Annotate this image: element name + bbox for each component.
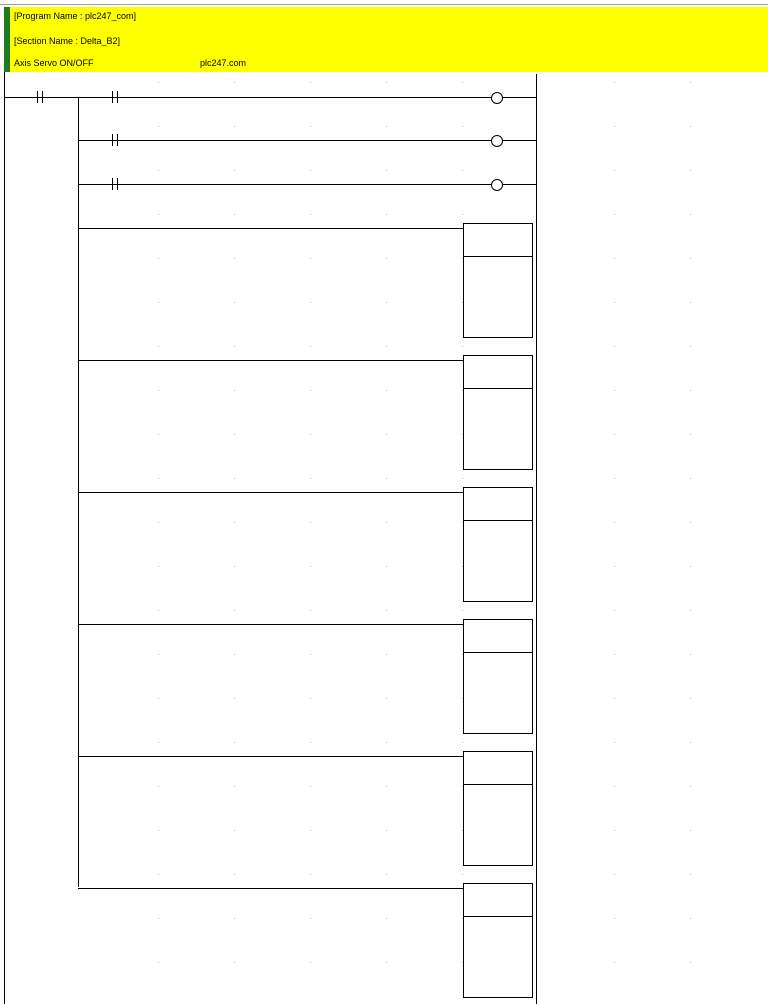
grid-dot xyxy=(158,830,159,831)
contact-symbol-right[interactable] xyxy=(117,91,118,103)
grid-dot xyxy=(310,82,311,83)
grid-dot xyxy=(310,214,311,215)
contact-symbol-left[interactable] xyxy=(112,178,113,190)
grid-dot xyxy=(234,126,235,127)
grid-dot xyxy=(690,918,691,919)
grid-dot xyxy=(690,302,691,303)
grid-dot xyxy=(158,478,159,479)
grid-dot xyxy=(690,346,691,347)
grid-dot xyxy=(234,830,235,831)
grid-dot xyxy=(158,566,159,567)
grid-dot xyxy=(158,742,159,743)
grid-dot xyxy=(690,566,691,567)
instruction-block[interactable] xyxy=(463,487,533,602)
instruction-block[interactable] xyxy=(463,619,533,734)
grid-dot xyxy=(234,346,235,347)
grid-dot xyxy=(614,302,615,303)
grid-dot xyxy=(158,170,159,171)
grid-dot xyxy=(462,214,463,215)
grid-dot xyxy=(690,478,691,479)
grid-dot xyxy=(158,302,159,303)
grid-dot xyxy=(386,170,387,171)
grid-dot xyxy=(690,698,691,699)
contact-symbol-right[interactable] xyxy=(42,91,43,103)
grid-dot xyxy=(614,786,615,787)
grid-dot xyxy=(234,170,235,171)
grid-dot xyxy=(234,258,235,259)
grid-dot xyxy=(310,566,311,567)
grid-dot xyxy=(310,918,311,919)
grid-dot xyxy=(234,82,235,83)
grid-dot xyxy=(158,82,159,83)
grid-dot xyxy=(310,126,311,127)
grid-dot xyxy=(386,830,387,831)
grid-dot xyxy=(158,610,159,611)
rung-wire xyxy=(78,756,464,757)
grid-dot xyxy=(310,698,311,699)
instruction-block[interactable] xyxy=(463,355,533,470)
grid-dot xyxy=(462,82,463,83)
grid-dot xyxy=(310,786,311,787)
grid-dot xyxy=(614,170,615,171)
section-name-header[interactable] xyxy=(4,30,768,55)
grid-dot xyxy=(462,170,463,171)
grid-dot xyxy=(310,434,311,435)
grid-dot xyxy=(386,522,387,523)
grid-dot xyxy=(386,390,387,391)
grid-dot xyxy=(386,566,387,567)
contact-symbol-left[interactable] xyxy=(37,91,38,103)
grid-dot xyxy=(614,258,615,259)
grid-dot xyxy=(690,654,691,655)
grid-dot xyxy=(462,610,463,611)
rung-wire xyxy=(5,97,492,98)
grid-dot xyxy=(386,654,387,655)
grid-dot xyxy=(158,390,159,391)
grid-dot xyxy=(310,522,311,523)
grid-dot xyxy=(386,742,387,743)
right-power-rail xyxy=(536,74,537,1004)
grid-dot xyxy=(386,698,387,699)
grid-dot xyxy=(234,918,235,919)
header-marker xyxy=(4,30,10,55)
grid-dot xyxy=(158,214,159,215)
grid-dot xyxy=(234,654,235,655)
grid-dot xyxy=(234,390,235,391)
grid-dot xyxy=(614,390,615,391)
grid-dot xyxy=(234,302,235,303)
output-coil[interactable] xyxy=(491,135,503,147)
rung-comment-bar[interactable] xyxy=(4,55,768,72)
grid-dot xyxy=(462,478,463,479)
output-coil[interactable] xyxy=(491,92,503,104)
header-marker xyxy=(4,7,10,30)
grid-dot xyxy=(158,522,159,523)
grid-dot xyxy=(386,962,387,963)
grid-dot xyxy=(310,830,311,831)
grid-dot xyxy=(158,258,159,259)
block-divider xyxy=(464,916,532,917)
grid-dot xyxy=(690,962,691,963)
grid-dot xyxy=(386,786,387,787)
grid-dot xyxy=(462,742,463,743)
grid-dot xyxy=(310,874,311,875)
grid-dot xyxy=(690,82,691,83)
block-divider xyxy=(464,520,532,521)
grid-dot xyxy=(234,610,235,611)
rung-wire xyxy=(503,184,536,185)
block-divider xyxy=(464,784,532,785)
grid-dot xyxy=(386,346,387,347)
grid-dot xyxy=(310,962,311,963)
top-border xyxy=(0,4,768,5)
grid-dot xyxy=(310,390,311,391)
grid-dot xyxy=(614,742,615,743)
grid-dot xyxy=(158,962,159,963)
grid-dot xyxy=(386,874,387,875)
grid-dot xyxy=(386,478,387,479)
grid-dot xyxy=(158,654,159,655)
grid-dot xyxy=(690,126,691,127)
grid-dot xyxy=(386,610,387,611)
grid-dot xyxy=(614,962,615,963)
program-name-label: [Program Name : plc247_com] xyxy=(14,11,137,21)
rung-wire xyxy=(503,140,536,141)
grid-dot xyxy=(386,82,387,83)
contact-symbol-left[interactable] xyxy=(112,91,113,103)
grid-dot xyxy=(234,434,235,435)
grid-dot xyxy=(614,478,615,479)
grid-dot xyxy=(386,258,387,259)
contact-symbol-right[interactable] xyxy=(117,178,118,190)
grid-dot xyxy=(158,346,159,347)
rung-wire xyxy=(78,228,464,229)
grid-dot xyxy=(614,654,615,655)
grid-dot xyxy=(690,170,691,171)
grid-dot xyxy=(614,126,615,127)
block-divider xyxy=(464,256,532,257)
grid-dot xyxy=(614,346,615,347)
block-divider xyxy=(464,388,532,389)
grid-dot xyxy=(234,478,235,479)
grid-dot xyxy=(234,874,235,875)
grid-dot xyxy=(614,82,615,83)
block-divider xyxy=(464,652,532,653)
grid-dot xyxy=(158,126,159,127)
grid-dot xyxy=(690,830,691,831)
output-coil[interactable] xyxy=(491,179,503,191)
rung-wire xyxy=(78,140,492,141)
grid-dot xyxy=(690,434,691,435)
grid-dot xyxy=(690,522,691,523)
grid-dot xyxy=(462,346,463,347)
grid-dot xyxy=(234,214,235,215)
grid-dot xyxy=(462,126,463,127)
grid-dot xyxy=(310,170,311,171)
header-marker xyxy=(4,55,10,72)
instruction-block[interactable] xyxy=(463,751,533,866)
contact-symbol-right[interactable] xyxy=(117,134,118,146)
grid-dot xyxy=(158,698,159,699)
grid-dot xyxy=(614,434,615,435)
rung-wire xyxy=(78,360,464,361)
grid-dot xyxy=(690,874,691,875)
grid-dot xyxy=(310,742,311,743)
grid-dot xyxy=(614,830,615,831)
grid-dot xyxy=(462,874,463,875)
grid-dot xyxy=(690,214,691,215)
grid-dot xyxy=(158,874,159,875)
grid-dot xyxy=(614,698,615,699)
grid-dot xyxy=(310,346,311,347)
grid-dot xyxy=(310,258,311,259)
grid-dot xyxy=(310,654,311,655)
grid-dot xyxy=(690,390,691,391)
rung-comment: Axis Servo ON/OFF xyxy=(14,58,94,68)
grid-dot xyxy=(690,610,691,611)
grid-dot xyxy=(386,302,387,303)
program-name-header[interactable] xyxy=(4,7,768,30)
grid-dot xyxy=(614,610,615,611)
grid-dot xyxy=(158,786,159,787)
grid-dot xyxy=(234,742,235,743)
grid-dot xyxy=(690,258,691,259)
grid-dot xyxy=(386,434,387,435)
grid-dot xyxy=(614,874,615,875)
section-name-label: [Section Name : Delta_B2] xyxy=(14,36,121,46)
grid-dot xyxy=(386,918,387,919)
grid-dot xyxy=(310,610,311,611)
grid-dot xyxy=(614,214,615,215)
grid-dot xyxy=(386,214,387,215)
rung-wire xyxy=(78,888,464,889)
grid-dot xyxy=(234,962,235,963)
left-power-rail xyxy=(4,72,5,1004)
grid-dot xyxy=(234,522,235,523)
grid-dot xyxy=(234,786,235,787)
grid-dot xyxy=(310,478,311,479)
grid-dot xyxy=(690,742,691,743)
rung-wire xyxy=(78,492,464,493)
grid-dot xyxy=(234,566,235,567)
grid-dot xyxy=(310,302,311,303)
grid-dot xyxy=(690,786,691,787)
grid-dot xyxy=(158,434,159,435)
grid-dot xyxy=(386,126,387,127)
grid-dot xyxy=(158,918,159,919)
instruction-block[interactable] xyxy=(463,883,533,998)
grid-dot xyxy=(614,522,615,523)
rung-wire xyxy=(78,624,464,625)
grid-dot xyxy=(614,918,615,919)
instruction-block[interactable] xyxy=(463,223,533,338)
watermark-text: plc247.com xyxy=(200,58,247,68)
grid-dot xyxy=(614,566,615,567)
contact-symbol-left[interactable] xyxy=(112,134,113,146)
rung-wire xyxy=(78,184,492,185)
grid-dot xyxy=(234,698,235,699)
rung-wire xyxy=(503,97,536,98)
